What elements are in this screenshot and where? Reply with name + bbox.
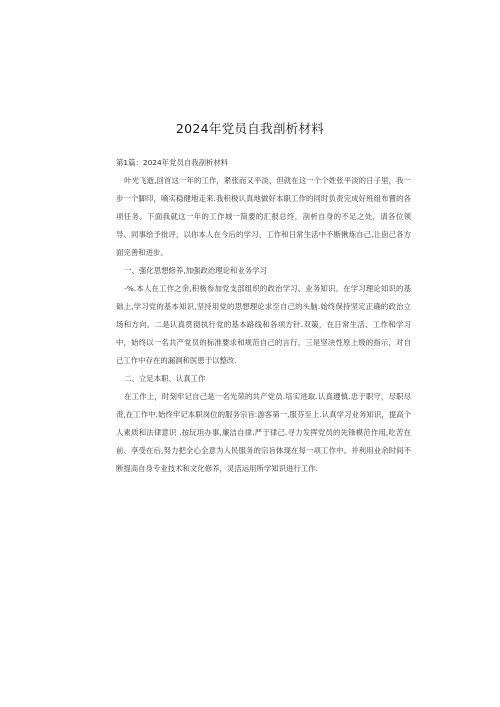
document-body (116, 154, 411, 478)
paragraph-intro: 叶光飞逝,回首这一年的工作，紧张而又平淡，但就在这一个个姓张平淡的日子里，我一步一个脚印，嘀实稳健地走来.我积极认真地做好本职工作的同时负责完成好班组布置的各项任务。下面我就这一年的工作城一简要的汇报总终，剖析自身的不足之处，请各位领导、同事给予批评，以你本人在今后的学习、工作和日常生活中不断揪炼自己,让囱己各方面完善和进步。 (116, 176, 411, 257)
paragraph-section-2: 在工作上，时刻牢记自己是一名光荣的共产党员.培实进取.认真遵慎.忠于职守，尽职尽责,在工作中.始终牢记本职岗位的服务宗旨:游客第一,服芬至上.认真学习业务知识，提高个人素质和法律意识 .按玩坦办事,廉洁自律.严于律己.寻力发挥党员的先锋模范作用,吃苦在前、享受在后,努力把全心全意为人民服务的宗旨体现在每一项工作中。并利用业余时间不断提高自身专业技术和文化修养，灵活运用所学知识进行工作. (116, 392, 411, 473)
document-subtitle: 第1篇：2024年党员自我剖析材料 (116, 158, 229, 167)
section-heading-1: 一、强化思想修养,加强政治理论和业务学习 (124, 266, 267, 275)
section-heading-2: 二、立足本职、认真工作 (124, 374, 206, 383)
paragraph-section-1: -%.本人在工作之余,积极参加党支部组织的政治学习、业务知识。在学习理论知识的基础上,学习党的基本知识,坚持用党的思想理论求至自己的头脑.始终保持坚定正确的政治立场和方向。二是认真贯彻执行党的基本路线和各项方针.双策，在日常生活、工作和学习中，始终以一名共产党员的标准要求和规范自己的言行。三是坚决性原上级的指示，对自己工作中存在的漏洞和医患于以整改. (116, 284, 411, 365)
page-title: 2024年党员自我剖析材料 (175, 121, 325, 136)
